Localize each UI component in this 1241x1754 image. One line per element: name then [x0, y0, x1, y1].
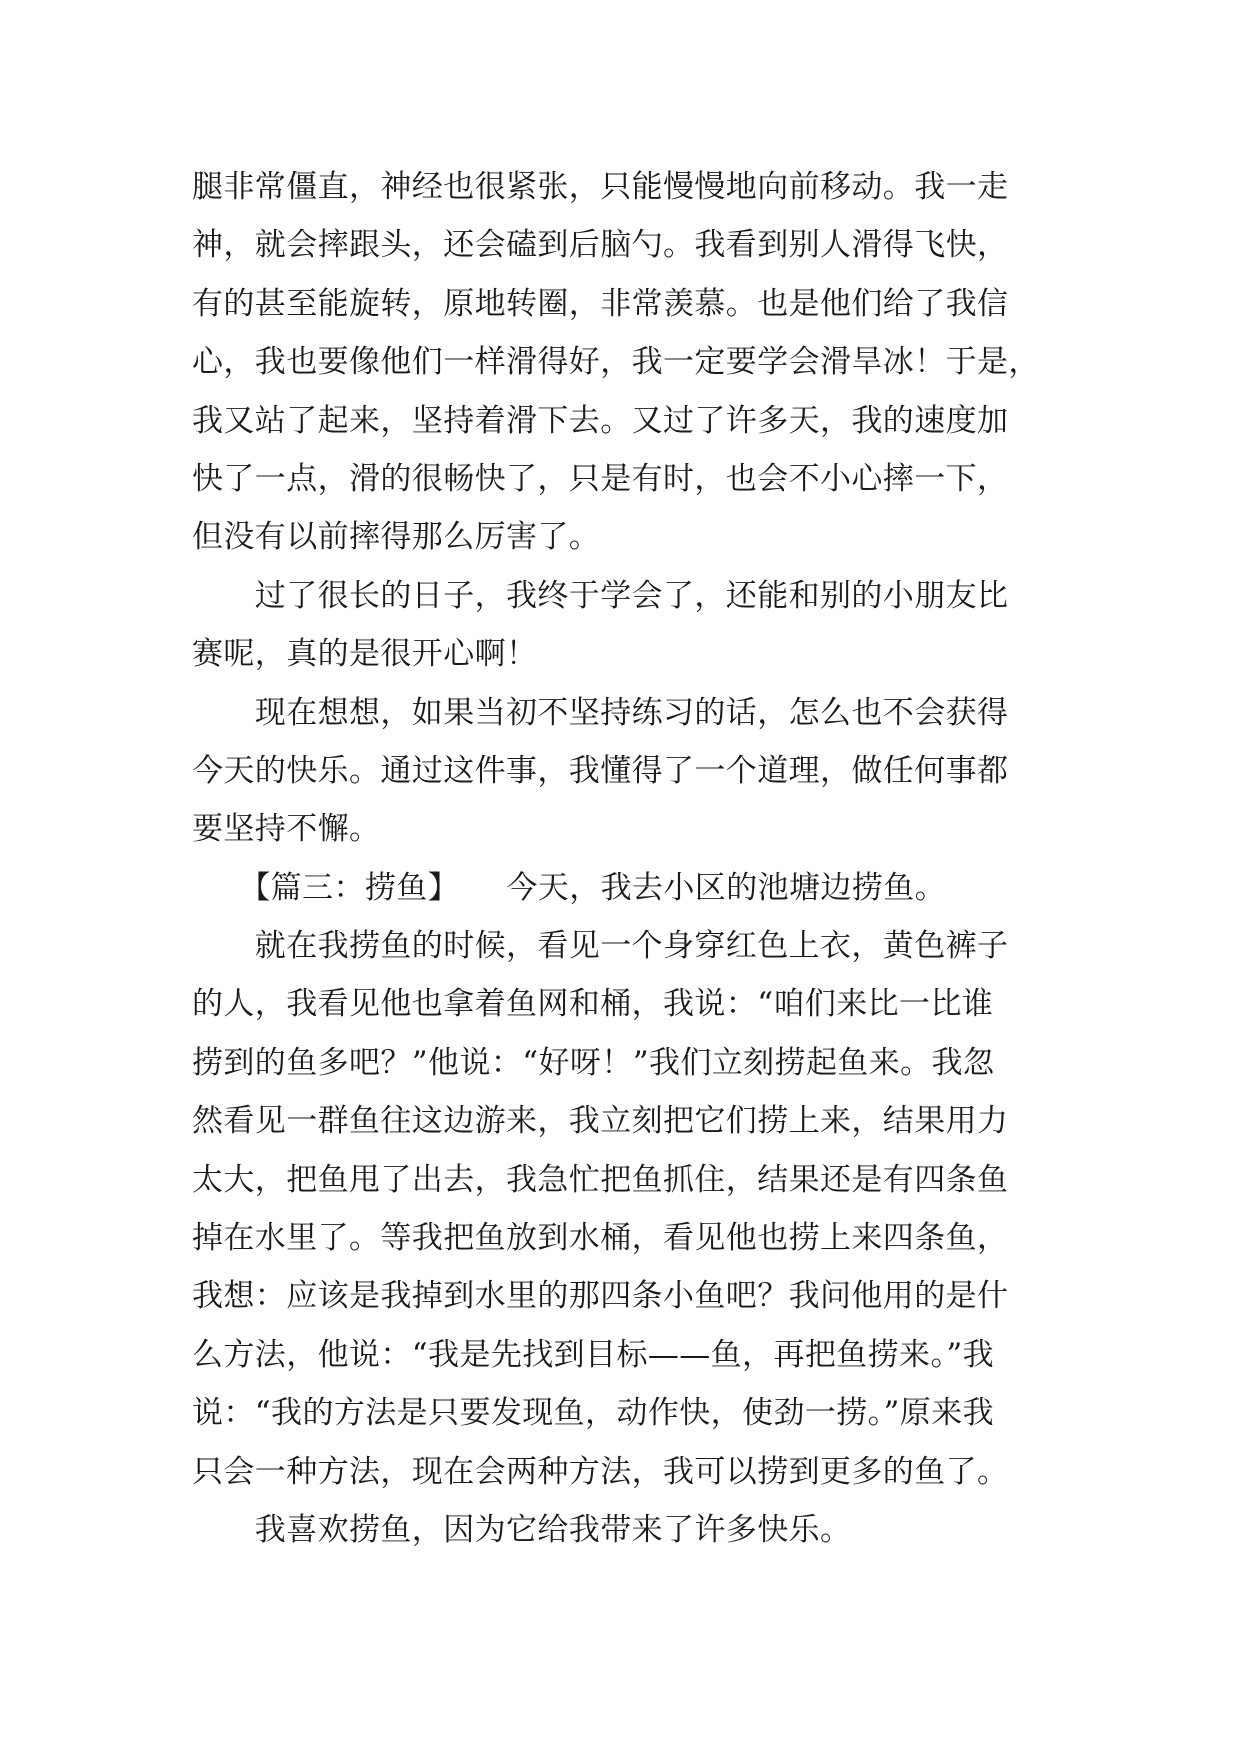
text-line: 我又站了起来，坚持着滑下去。又过了许多天，我的速度加 [192, 402, 1009, 439]
text-line: 神，就会摔跟头，还会磕到后脑勺。我看到别人滑得飞快， [192, 227, 1009, 264]
text-line: 过了很长的日子，我终于学会了，还能和别的小朋友比 [192, 577, 1009, 614]
text-line: 要坚持不懈。 [192, 811, 381, 848]
text-line: 太大，把鱼甩了出去，我急忙把鱼抓住，结果还是有四条鱼 [192, 1161, 1009, 1198]
text-line: 的人，我看见他也拿着鱼网和桶，我说：“咱们来比一比谁 [192, 986, 994, 1023]
text-line: 有的甚至能旋转，原地转圈，非常羡慕。也是他们给了我信 [192, 285, 1009, 322]
text-line: 今天的快乐。通过这件事，我懂得了一个道理，做任何事都 [192, 752, 1009, 789]
text-line: 么方法，他说：“我是先找到目标——鱼，再把鱼捞来。”我 [192, 1336, 994, 1373]
text-line: 腿非常僵直，神经也很紧张，只能慢慢地向前移动。我一走 [192, 169, 1009, 205]
text-line: 我想：应该是我掉到水里的那四条小鱼吧？我问他用的是什 [192, 1278, 1009, 1315]
text-line: 捞到的鱼多吧？”他说：“好呀！”我们立刻捞起鱼来。我忽 [192, 1044, 995, 1081]
text-line: 快了一点，滑的很畅快了，只是有时，也会不小心摔一下， [192, 460, 1009, 497]
text-line: 但没有以前摔得那么厉害了。 [192, 519, 601, 556]
text-line: 我喜欢捞鱼，因为它给我带来了许多快乐。 [192, 1511, 852, 1548]
section-heading-line: 【篇三：捞鱼】 今天，我去小区的池塘边捞鱼。 [192, 869, 946, 906]
text-line: 就在我捞鱼的时候，看见一个身穿红色上衣，黄色裤子 [192, 928, 1009, 965]
text-line: 赛呢，真的是很开心啊！ [192, 636, 538, 673]
text-line: 说：“我的方法是只要发现鱼，动作快，使劲一捞。”原来我 [192, 1395, 994, 1432]
text-line: 现在想想，如果当初不坚持练习的话，怎么也不会获得 [192, 694, 1009, 731]
essay-text-body [192, 158, 1072, 1559]
text-line: 心，我也要像他们一样滑得好，我一定要学会滑旱冰！于是， [192, 344, 1040, 381]
text-line: 只会一种方法，现在会两种方法，我可以捞到更多的鱼了。 [192, 1453, 1009, 1490]
text-line: 然看见一群鱼往这边游来，我立刻把它们捞上来，结果用力 [192, 1103, 1009, 1140]
text-line: 掉在水里了。等我把鱼放到水桶，看见他也捞上来四条鱼， [192, 1220, 1009, 1257]
